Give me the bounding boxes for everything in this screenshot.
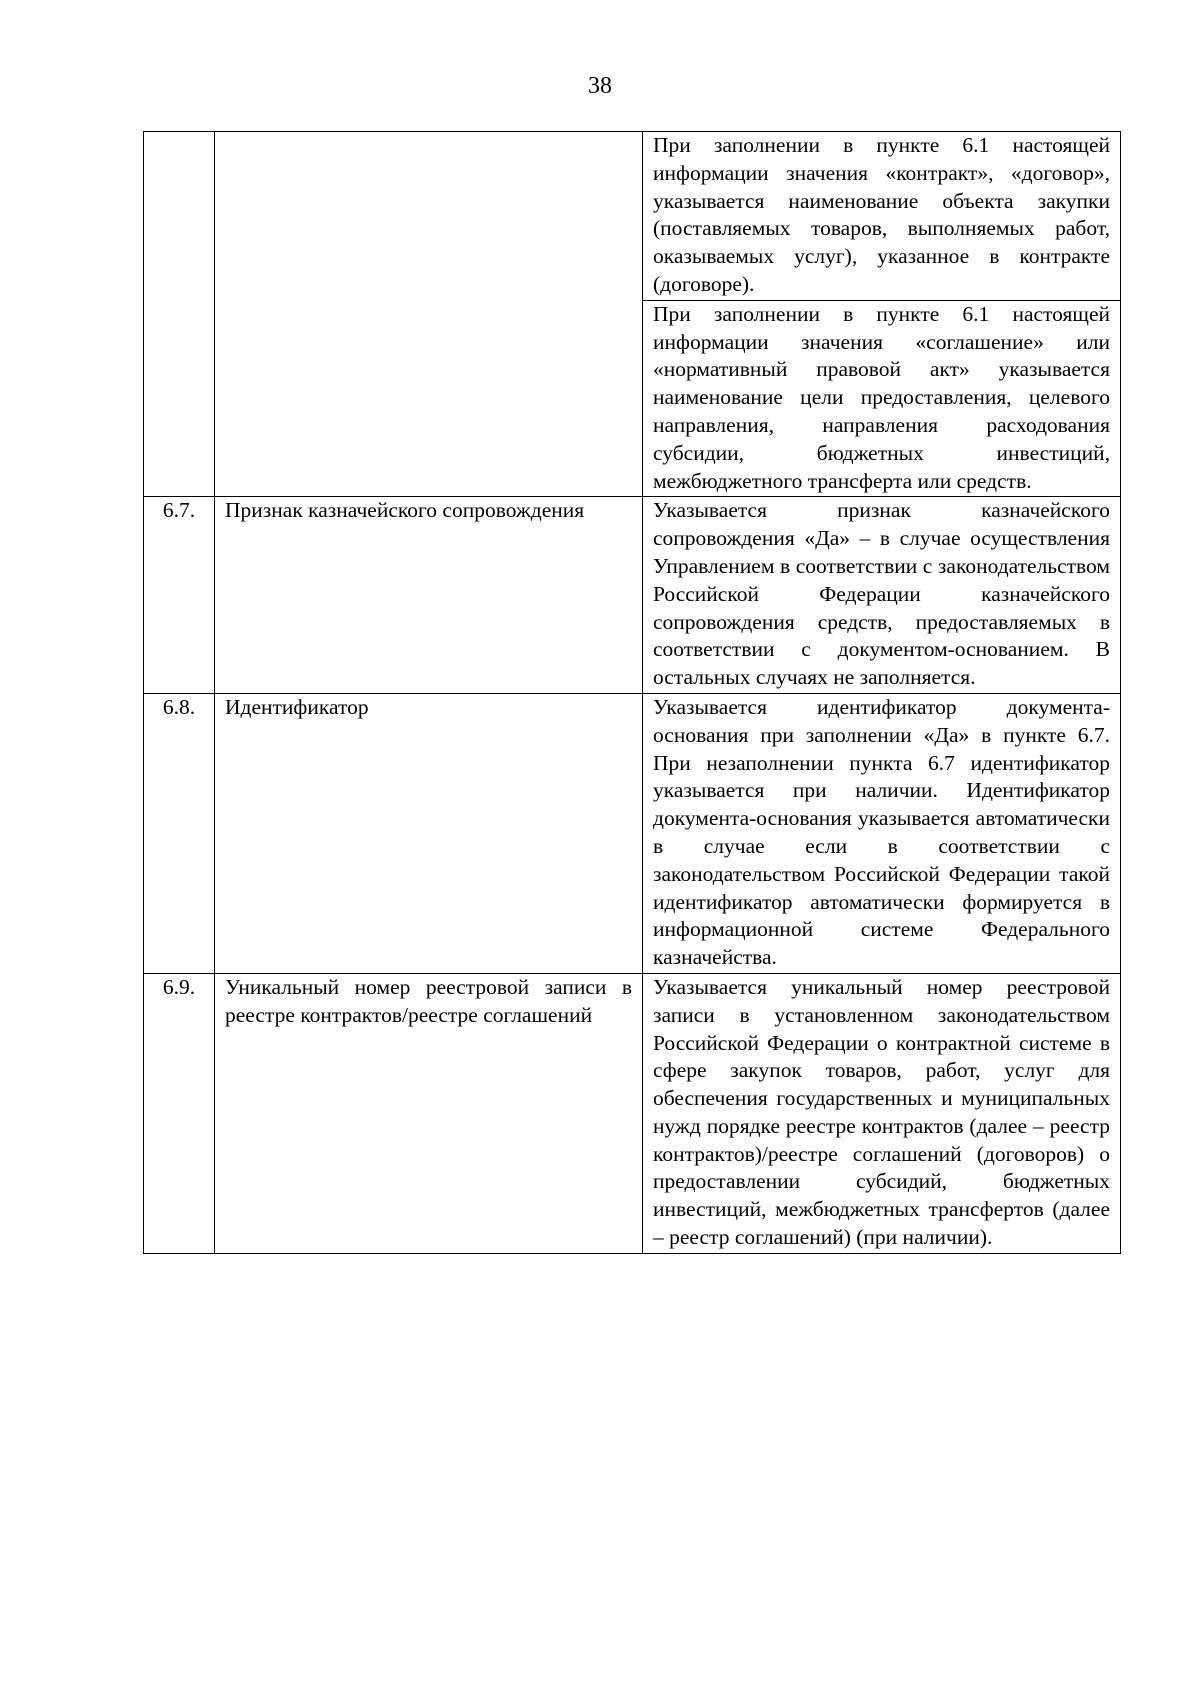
row-description-cell: Указывается уникальный номер реестровой записи в установленном законодательством Российской Федерации о контрактной системе в сфере закупок товаров, работ, услуг для обеспечения государственных и муниципальных нужд порядке реестре контрактов (далее – реестр контрактов)/реестре соглашений (договоров) о предоставлении субсидий, бюджетных инвестиций, межбюджетных трансфертов (далее – реестр соглашений) (при наличии). <box>643 973 1121 1253</box>
row-number-cell <box>144 132 215 497</box>
requirements-table <box>143 131 1121 1254</box>
row-name-cell <box>215 132 643 497</box>
row-description-cell: Указывается признак казначейского сопровождения «Да» – в случае осуществления Управлением в соответствии с законодательством Российской Федерации казначейского сопровождения средств, предоставляемых в соответствии с документом-основанием. В остальных случаях не заполняется. <box>643 497 1121 694</box>
table-row <box>144 132 1121 301</box>
row-number-cell: 6.8. <box>144 693 215 973</box>
description-paragraph: Указывается идентификатор документа-основания при заполнении «Да» в пункте 6.7. <box>653 694 1110 747</box>
row-description-cell <box>643 693 1121 973</box>
row-name-cell: Уникальный номер реестровой записи в реестре контрактов/реестре соглашений <box>215 973 643 1253</box>
table-row <box>144 973 1121 1253</box>
row-description-cell: При заполнении в пункте 6.1 настоящей информации значения «контракт», «договор», указывается наименование объекта закупки (поставляемых товаров, выполняемых работ, оказываемых услуг), указанное в контракте (договоре). <box>643 132 1121 301</box>
row-name-cell: Идентификатор <box>215 693 643 973</box>
row-name-cell: Признак казначейского сопровождения <box>215 497 643 694</box>
table-row <box>144 497 1121 694</box>
table-row <box>144 693 1121 973</box>
row-description-cell: При заполнении в пункте 6.1 настоящей информации значения «соглашение» или «нормативный правовой акт» указывается наименование цели предоставления, целевого направления, направления расходования субсидии, бюджетных инвестиций, межбюджетного трансферта или средств. <box>643 300 1121 497</box>
row-number-cell: 6.9. <box>144 973 215 1253</box>
page-number: 38 <box>588 73 612 99</box>
row-number-cell: 6.7. <box>144 497 215 694</box>
description-paragraph: При незаполнении пункта 6.7 идентификатор указывается при наличии. Идентификатор документа-основания указывается автоматически в случае если в соответствии с законодательством Российской Федерации такой идентификатор автоматически формируется в информационной системе Федерального казначейства. <box>653 750 1110 970</box>
